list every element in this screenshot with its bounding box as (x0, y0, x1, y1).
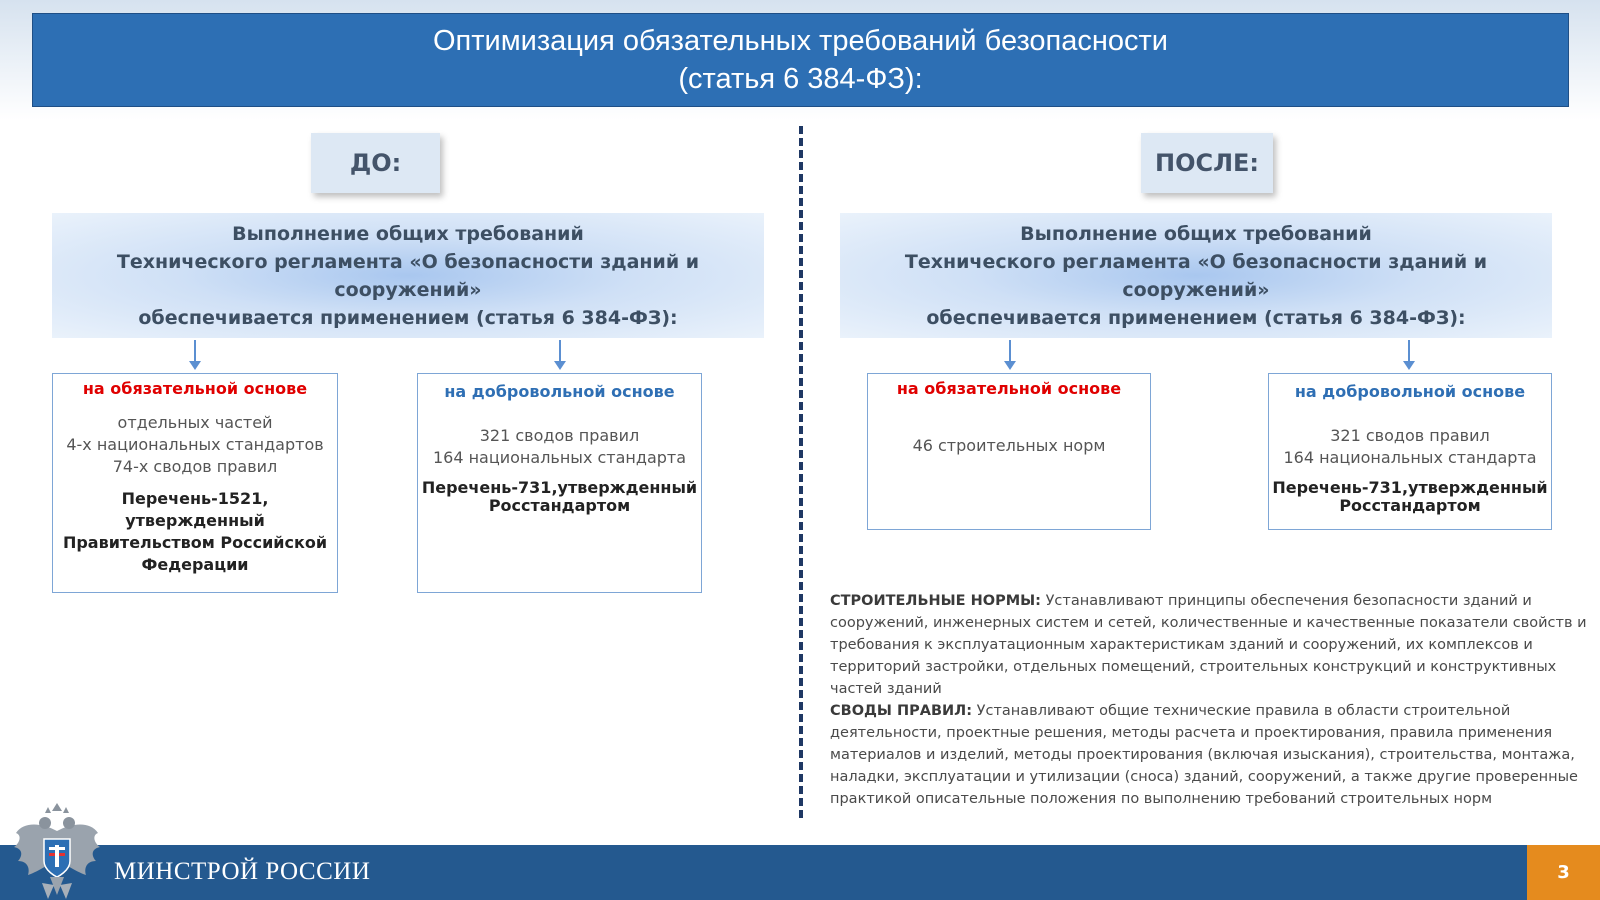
after-arrow-voluntary (1408, 340, 1410, 368)
before-arrow-mandatory (194, 340, 196, 368)
after-mandatory-kind: на обязательной основе (896, 379, 1122, 398)
before-voluntary-kind: на добровольной основе (444, 382, 675, 401)
before-header-line-2: Технического регламента «О безопасности зданий и сооружений» (116, 251, 700, 301)
before-header-line-1: Выполнение общих требований (232, 223, 584, 245)
after-voluntary-bold-2: Росстандартом (1339, 496, 1481, 515)
before-label: ДО: (311, 133, 440, 193)
before-voluntary-line-1: 321 сводов правил (479, 426, 640, 445)
after-header-box (840, 213, 1552, 338)
before-voluntary-line-2: 164 национальных стандарта (432, 448, 687, 467)
before-mandatory-line-1: отдельных частей (117, 413, 273, 432)
slide-title (32, 13, 1569, 107)
after-voluntary-line-1: 321 сводов правил (1330, 426, 1490, 445)
before-header-box (52, 213, 764, 338)
after-voluntary-card (1268, 373, 1552, 530)
double-headed-eagle-emblem-icon (12, 803, 102, 900)
definition-building-norms-term: СТРОИТЕЛЬНЫЕ НОРМЫ: (830, 593, 1041, 609)
after-label: ПОСЛЕ: (1141, 133, 1273, 193)
before-arrow-voluntary (559, 340, 561, 368)
before-mandatory-bold-3: Правительством Российской (62, 533, 328, 552)
definition-building-norms-text: Устанавливают принципы обеспечения безопасности зданий и сооружений, инженерных систем и сетей, количественные и качественные показатели свойств и требования к эксплуатационным характеристикам зданий и сооружений, их комплексов и территорий застройки, отдельных помещений, строительных конструкций и конструктивных частей зданий (830, 593, 1587, 697)
definition-codes-of-rules-term: СВОДЫ ПРАВИЛ: (830, 703, 973, 719)
before-mandatory-bold-4: Федерации (141, 555, 249, 574)
before-voluntary-bold-1: Перечень-731,утвержденный (421, 478, 698, 497)
slide-title-line-2: (статья 6 384-ФЗ): (678, 63, 923, 95)
definition-codes-of-rules-text: Устанавливают общие технические правила в области строительной деятельности, проектные решения, методы расчета и проектирования, правила применения материалов и изделий, методы проектирования (включая изыскания), строительства, монтажа, наладки, эксплуатации и утилизации (сноса) зданий, сооружений, а также другие проверенные практикой описательные положения по выполнению требований строительных норм (830, 703, 1578, 807)
before-mandatory-card (52, 373, 338, 593)
before-voluntary-bold-2: Росстандартом (488, 496, 631, 515)
page-number-badge: 3 (1527, 845, 1600, 900)
slide-title-line-1: Оптимизация обязательных требований безопасности (433, 25, 1168, 57)
after-voluntary-kind: на добровольной основе (1294, 382, 1526, 401)
definitions-text (830, 590, 1590, 810)
before-after-divider (799, 126, 803, 818)
definition-codes-of-rules (830, 700, 1590, 810)
after-header-line-1: Выполнение общих требований (1020, 223, 1372, 245)
after-voluntary-line-2: 164 национальных стандарта (1283, 448, 1537, 467)
definition-building-norms (830, 590, 1590, 700)
footer-organization-name: МИНСТРОЙ РОССИИ (114, 858, 371, 885)
after-voluntary-bold-1: Перечень-731,утвержденный (1272, 478, 1548, 497)
before-mandatory-bold-2: утвержденный (125, 511, 265, 530)
before-mandatory-line-3: 74-х сводов правил (112, 457, 278, 476)
before-mandatory-line-2: 4-х национальных стандартов (66, 435, 324, 454)
before-voluntary-card (417, 373, 702, 593)
after-header-line-3: обеспечивается применением (статья 6 384-ФЗ): (926, 307, 1466, 329)
before-mandatory-bold-1: Перечень-1521, (121, 489, 269, 508)
after-arrow-mandatory (1009, 340, 1011, 368)
after-header-line-2: Технического регламента «О безопасности зданий и сооружений» (904, 251, 1488, 301)
after-mandatory-line-1: 46 строительных норм (912, 436, 1106, 455)
before-header-line-3: обеспечивается применением (статья 6 384-ФЗ): (138, 307, 678, 329)
after-mandatory-card (867, 373, 1151, 530)
before-mandatory-kind: на обязательной основе (82, 379, 308, 398)
